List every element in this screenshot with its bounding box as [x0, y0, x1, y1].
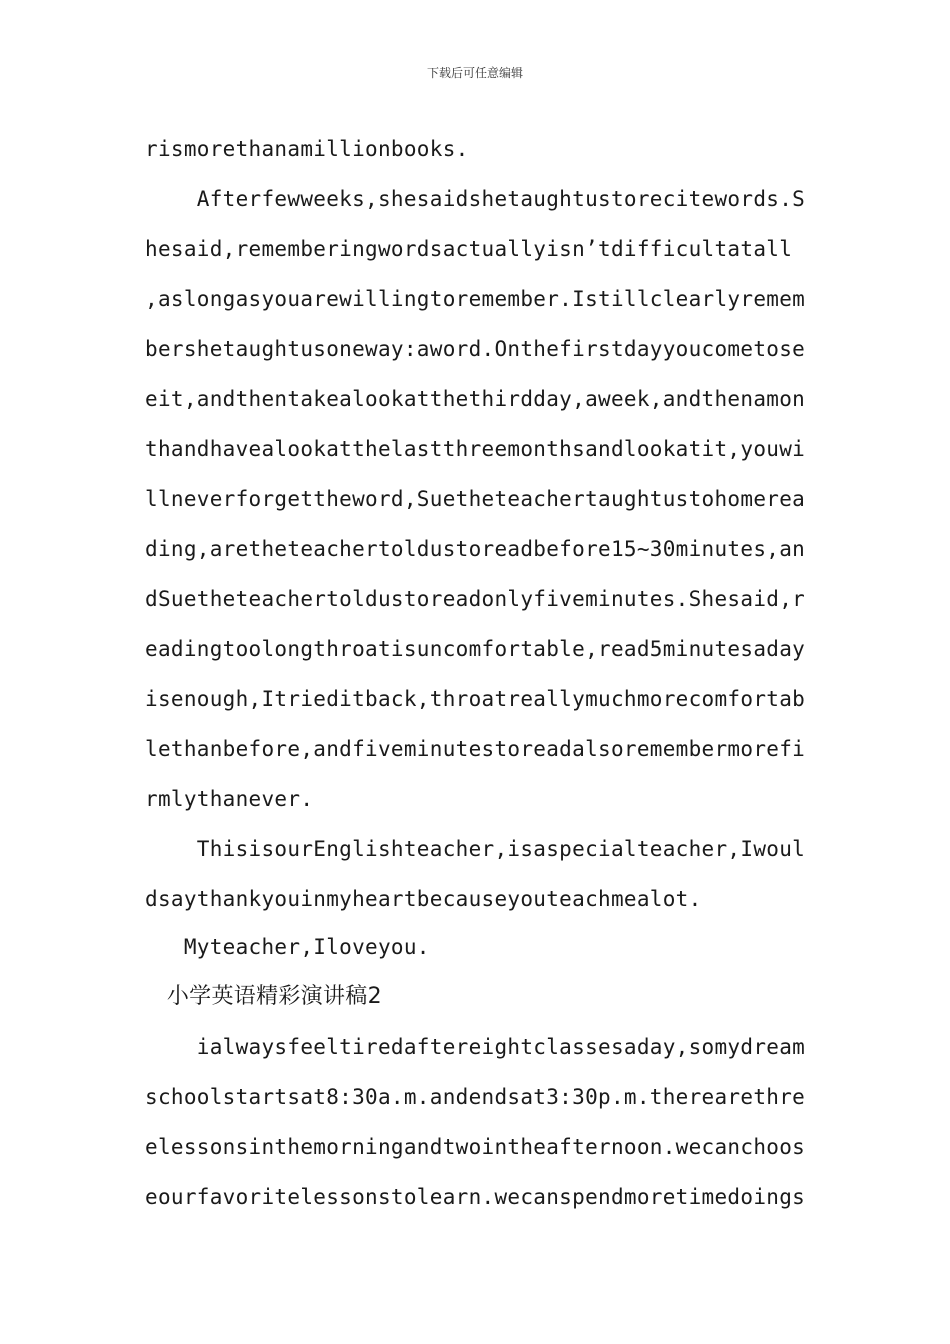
text-line: ThisisourEnglishteacher,isaspecialteacher,Iwoul: [145, 837, 806, 861]
text-line: rmlythanever.: [145, 787, 314, 811]
text-line: eourfavoritelessonstolearn.wecanspendmoretimedoings: [145, 1185, 806, 1209]
text-line: dsaythankyouinmyheartbecauseyouteachmealot.: [145, 887, 702, 911]
text-line: bershetaughtusoneway:aword.Onthefirstdayyoucometose: [145, 337, 806, 361]
text-line: schoolstartsat8:30a.m.andendsat3:30p.m.therearethre: [145, 1085, 806, 1109]
text-line: rismorethanamillionbooks.: [145, 137, 469, 161]
text-line: Afterfewweeks,shesaidshetaughtustorecitewords.S: [145, 187, 806, 211]
text-line: lethanbefore,andfiveminutestoreadalsoremembermorefi: [145, 737, 806, 761]
text-line: ,aslongasyouarewillingtoremember.Istillclearlyremem: [145, 287, 806, 311]
section-heading: 小学英语精彩演讲稿2: [145, 984, 382, 1009]
text-line: ding,aretheteachertoldustoreadbefore15~30minutes,an: [145, 537, 806, 561]
text-line: thandhavealookatthelastthreemonthsandlookatit,youwi: [145, 437, 806, 461]
text-line: elessonsinthemorningandtwointheafternoon.wecanchoos: [145, 1135, 806, 1159]
text-line: isenough,Itrieditback,throatreallymuchmorecomfortab: [145, 687, 806, 711]
text-line: eadingtoolongthroatisuncomfortable,read5minutesaday: [145, 637, 806, 661]
text-line: Myteacher,Iloveyou.: [145, 935, 430, 959]
text-line: eit,andthentakealookatthethirdday,aweek,andthenamon: [145, 387, 806, 411]
page-header: 下载后可任意编辑: [426, 66, 523, 80]
text-line: llneverforgettheword,Suetheteachertaughtustohomerea: [145, 487, 806, 511]
text-line: dSuetheteachertoldustoreadonlyfiveminutes.Shesaid,r: [145, 587, 806, 611]
text-line: hesaid,rememberingwordsactuallyisn’tdifficultatall: [145, 237, 793, 261]
text-line: ialwaysfeeltiredaftereightclassesaday,somydream: [145, 1035, 806, 1059]
